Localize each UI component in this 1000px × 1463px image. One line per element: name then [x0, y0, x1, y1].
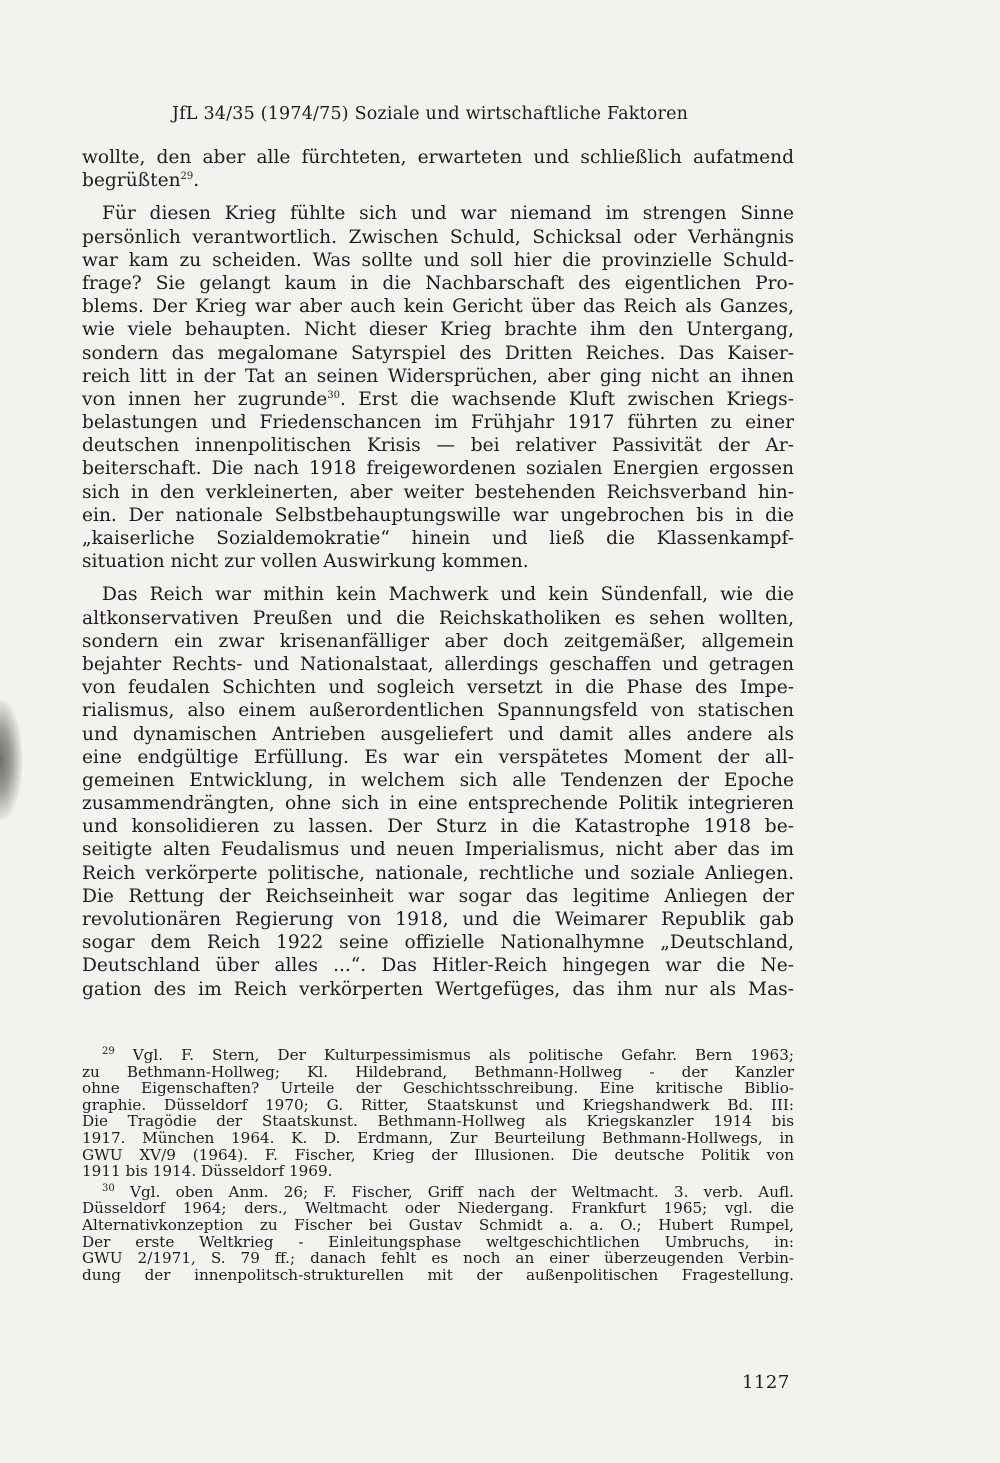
text-line: rialismus, also einem außerordentlichen Spannungsfeld von statischen — [82, 700, 794, 722]
footnote-ref[interactable]: 30 — [327, 389, 340, 401]
footnote-line: $^{30}$ Vgl. oben Anm. 26; F. Fischer, Griff nach der Weltmacht. 3. verb. Aufl. — [102, 1182, 794, 1201]
text-line: reich litt in der Tat an seinen Widersprüchen, aber ging nicht an ihnen — [82, 365, 794, 387]
footnote-line: 1917. München 1964. K. D. Erdmann, Zur Beurteilung Bethmann-Hollwegs, in — [82, 1128, 794, 1147]
text-line: eine endgültige Erfüllung. Es war ein verspätetes Moment der all- — [82, 746, 794, 768]
footnote-line: Alternativkonzeption zu Fischer bei Gustav Schmidt a. a. O.; Hubert Rumpel, — [82, 1215, 794, 1234]
text-line: beiterschaft. Die nach 1918 freigewordenen sozialen Energien ergossen — [82, 458, 794, 480]
text-line: frage? Sie gelangt kaum in die Nachbarschaft des eigentlichen Pro- — [82, 272, 794, 294]
text-line: sondern ein zwar krisenanfälliger aber doch zeitgemäßer, allgemein — [82, 630, 794, 652]
scan-edge-shadow — [0, 700, 22, 820]
text-line: sich in den verkleinerten, aber weiter bestehenden Reichsverband hin- — [82, 481, 794, 503]
footnote-line: graphie. Düsseldorf 1970; G. Ritter, Staatskunst und Kriegshandwerk Bd. III: — [82, 1095, 794, 1114]
text-line: sogar dem Reich 1922 seine offizielle Nationalhymne „Deutschland, — [82, 932, 794, 954]
footnotes — [82, 1047, 794, 1283]
page-number: 1127 — [742, 1372, 790, 1393]
text-line: ein. Der nationale Selbstbehauptungswille war ungebrochen bis in die — [82, 504, 794, 526]
running-head: JfL 34/35 (1974/75) Soziale und wirtschaftliche Faktoren — [172, 104, 689, 124]
text-line: bejahter Rechts- und Nationalstaat, allerdings geschaffen und getragen — [82, 653, 794, 675]
text-line: von innen her zugrunde$^{30}$. Erst die wachsende Kluft zwischen Kriegs- — [82, 388, 794, 410]
text-line: Reich verkörperte politische, nationale, rechtliche und soziale Anliegen. — [82, 862, 794, 884]
footnote-number: 30 — [102, 1182, 115, 1194]
text-line: persönlich verantwortlich. Zwischen Schuld, Schicksal oder Verhängnis — [82, 226, 794, 248]
footnote-line: GWU 2/1971, S. 79 ff.; danach fehlt es noch an einer überzeugenden Verbin- — [82, 1249, 794, 1268]
footnote-ref[interactable]: 29 — [180, 171, 194, 182]
text-line: blems. Der Krieg war aber auch kein Gericht über das Reich als Ganzes, — [82, 296, 794, 318]
text-line: deutschen innenpolitischen Krisis — bei relativer Passivität der Ar- — [82, 435, 794, 457]
text-line: „kaiserliche Sozialdemokratie“ hinein und ließ die Klassenkampf- — [82, 528, 794, 549]
text-line: Für diesen Krieg fühlte sich und war niemand im strengen Sinne — [102, 203, 794, 225]
text-line: von feudalen Schichten und sogleich versetzt in die Phase des Impe- — [82, 677, 794, 699]
text-line: belastungen und Friedenschancen im Frühjahr 1917 führten zu einer — [82, 412, 794, 434]
footnote-line: GWU XV/9 (1964). F. Fischer, Krieg der Illusionen. Die deutsche Politik von — [82, 1145, 794, 1164]
footnote-line: ohne Eigenschaften? Urteile der Geschichtsschreibung. Eine kritische Biblio- — [82, 1079, 794, 1098]
text-line: wie viele behaupten. Nicht dieser Krieg brachte ihm den Untergang, — [82, 319, 794, 341]
text-line: altkonservativen Preußen und die Reichskatholiken es sehen wollten, — [82, 607, 794, 629]
text-line: situation nicht zur vollen Auswirkung kommen. — [82, 551, 529, 573]
footnote-line: Düsseldorf 1964; ders., Weltmacht oder Niedergang. Frankfurt 1965; vgl. die — [82, 1199, 794, 1218]
footnote-line: 1911 bis 1914. Düsseldorf 1969. — [82, 1162, 333, 1181]
body-text — [82, 146, 794, 1001]
text-line: begrüßten$^{29}$. — [82, 170, 200, 192]
footnote-line: zu Bethmann-Hollweg; Kl. Hildebrand, Bethmann-Hollweg - der Kanzler — [82, 1062, 794, 1081]
text-line: zusammendrängten, ohne sich in eine entsprechende Politik integrieren — [82, 793, 794, 815]
text-line: und dynamischen Antrieben ausgeliefert und damit alles andere als — [82, 723, 794, 745]
footnote-number: 29 — [102, 1045, 115, 1057]
text-line: wollte, den aber alle fürchteten, erwarteten und schließlich aufatmend — [82, 147, 794, 168]
text-line: Deutschland über alles ...“. Das Hitler-Reich hingegen war die Ne- — [82, 955, 794, 977]
footnote-line: Der erste Weltkrieg - Einleitungsphase weltgeschichtlichen Umbruchs, in: — [82, 1232, 794, 1251]
text-line: sondern das megalomane Satyrspiel des Dritten Reiches. Das Kaiser- — [82, 342, 794, 364]
footnote-line: $^{29}$ Vgl. F. Stern, Der Kulturpessimismus als politische Gefahr. Bern 1963; — [102, 1045, 794, 1064]
text-line: gemeinen Entwicklung, in welchem sich alle Tendenzen der Epoche — [82, 769, 794, 791]
text-line: war kam zu scheiden. Was sollte und soll hier die provinzielle Schuld- — [82, 249, 794, 271]
text-line: Die Rettung der Reichseinheit war sogar das legitime Anliegen der — [82, 885, 794, 907]
footnote-line: dung der innenpolitsch-strukturellen mit der außenpolitischen Fragestellung. — [82, 1265, 794, 1284]
text-line: Das Reich war mithin kein Machwerk und kein Sündenfall, wie die — [102, 584, 794, 606]
text-line: und konsolidieren zu lassen. Der Sturz in die Katastrophe 1918 be- — [82, 816, 794, 838]
text-line: seitigte alten Feudalismus und neuen Imperialismus, nicht aber das im — [82, 839, 794, 861]
text-line: revolutionären Regierung von 1918, und die Weimarer Republik gab — [82, 909, 794, 930]
footnote-line: Die Tragödie der Staatskunst. Bethmann-Hollweg als Kriegskanzler 1914 bis — [82, 1112, 794, 1131]
text-line: gation des im Reich verkörperten Wertgefüges, das ihm nur als Mas- — [82, 978, 794, 1000]
